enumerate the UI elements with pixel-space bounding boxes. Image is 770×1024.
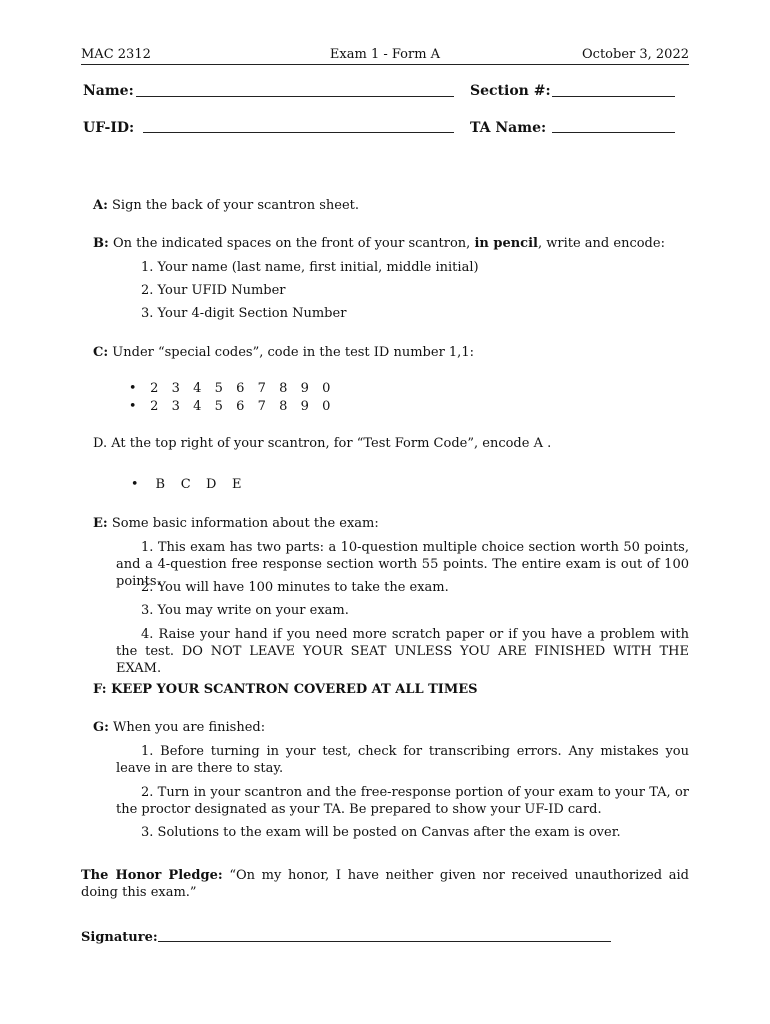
bullet: • bbox=[128, 381, 137, 396]
pledge-label: The Honor Pledge: bbox=[81, 868, 223, 883]
digit: 8 bbox=[279, 399, 288, 414]
signature-field[interactable] bbox=[158, 941, 611, 942]
name-label: Name: bbox=[83, 83, 134, 99]
label-e: E: bbox=[93, 516, 108, 531]
label-g: G: bbox=[93, 720, 109, 735]
text-g: When you are finished: bbox=[113, 720, 266, 735]
digit: 0 bbox=[322, 381, 331, 396]
ufid-field[interactable] bbox=[143, 132, 454, 133]
text-e: Some basic information about the exam: bbox=[111, 516, 379, 531]
digit: 2 bbox=[150, 381, 159, 396]
letter: B bbox=[155, 477, 166, 492]
c-row-1 bbox=[122, 380, 337, 397]
letter: D bbox=[206, 477, 217, 492]
exam-title: Exam 1 - Form A bbox=[329, 47, 441, 62]
label-c: C: bbox=[93, 345, 109, 360]
text-b-bold: in pencil bbox=[474, 236, 538, 251]
digit: 5 bbox=[214, 399, 223, 414]
digit: 6 bbox=[236, 381, 245, 396]
course-code: MAC 2312 bbox=[81, 47, 151, 62]
digit: 7 bbox=[257, 381, 266, 396]
digit: 4 bbox=[193, 399, 202, 414]
b-item-3: 3. Your 4-digit Section Number bbox=[141, 306, 347, 321]
digit: 3 bbox=[171, 381, 180, 396]
digit: 5 bbox=[214, 381, 223, 396]
digit: 9 bbox=[300, 381, 309, 396]
g-para-2: 2. Turn in your scantron and the free-response portion of your exam to your TA, or the proctor designated as your TA. Be prepared to show your UF-ID card. bbox=[116, 785, 689, 817]
label-b: B: bbox=[93, 236, 109, 251]
ta-field[interactable] bbox=[552, 132, 675, 133]
e-para-3: 3. You may write on your exam. bbox=[141, 603, 349, 618]
g-para-1: 1. Before turning in your test, check for transcribing errors. Any mistakes you leave in are there to stay. bbox=[116, 744, 689, 776]
digit: 3 bbox=[171, 399, 180, 414]
c-row-2 bbox=[122, 398, 337, 415]
section-field[interactable] bbox=[552, 96, 675, 97]
text-c: Under “special codes”, code in the test ID number 1,1: bbox=[112, 345, 474, 360]
letter: E bbox=[232, 477, 242, 492]
instruction-d: D. At the top right of your scantron, for “Test Form Code”, encode A . bbox=[93, 436, 552, 451]
b-item-2: 2. Your UFID Number bbox=[141, 283, 286, 298]
digit: 0 bbox=[322, 399, 331, 414]
section-label: Section #: bbox=[470, 83, 551, 99]
ta-label: TA Name: bbox=[470, 120, 547, 136]
instruction-c bbox=[93, 344, 693, 361]
digit: 4 bbox=[193, 381, 202, 396]
e-para-4: 4. Raise your hand if you need more scratch paper or if you have a problem with the test. DO NOT LEAVE YOUR SEAT UNLESS YOU ARE FINISHED WITH THE EXAM. bbox=[116, 627, 689, 676]
honor-pledge bbox=[81, 867, 689, 901]
digit: 6 bbox=[236, 399, 245, 414]
pledge-text: “On my honor, I have neither given nor received unauthorized aid doing this exam.” bbox=[81, 868, 689, 900]
name-field[interactable] bbox=[136, 96, 454, 97]
e-para-2: 2. You will have 100 minutes to take the exam. bbox=[141, 580, 449, 595]
text-b-post: , write and encode: bbox=[537, 236, 665, 251]
e-para-1: 1. This exam has two parts: a 10-question multiple choice section worth 50 points, and a 4-question free response section worth 55 points. The entire exam is out of 100 points. bbox=[116, 540, 689, 589]
text-a: Sign the back of your scantron sheet. bbox=[112, 198, 359, 213]
signature-label: Signature: bbox=[81, 930, 158, 945]
header-rule bbox=[81, 64, 689, 65]
text-b-pre: On the indicated spaces on the front of your scantron, bbox=[112, 236, 471, 251]
digit: 7 bbox=[257, 399, 266, 414]
text-f: KEEP YOUR SCANTRON COVERED AT ALL TIMES bbox=[111, 682, 478, 697]
g-para-3: 3. Solutions to the exam will be posted on Canvas after the exam is over. bbox=[141, 825, 621, 840]
exam-date: October 3, 2022 bbox=[582, 47, 689, 62]
ufid-label: UF-ID: bbox=[83, 120, 135, 136]
bullet: • bbox=[130, 477, 139, 492]
digit: 2 bbox=[150, 399, 159, 414]
b-item-1: 1. Your name (last name, first initial, middle initial) bbox=[141, 260, 479, 275]
digit: 8 bbox=[279, 381, 288, 396]
instruction-e bbox=[93, 515, 693, 532]
d-row bbox=[122, 476, 250, 493]
instruction-b bbox=[93, 235, 693, 252]
letter: C bbox=[180, 477, 191, 492]
label-a: A: bbox=[93, 198, 108, 213]
label-f: F: bbox=[93, 682, 107, 697]
instruction-g bbox=[93, 719, 693, 736]
instruction-f bbox=[93, 681, 693, 698]
instruction-a bbox=[93, 197, 693, 214]
digit: 9 bbox=[300, 399, 309, 414]
bullet: • bbox=[128, 399, 137, 414]
